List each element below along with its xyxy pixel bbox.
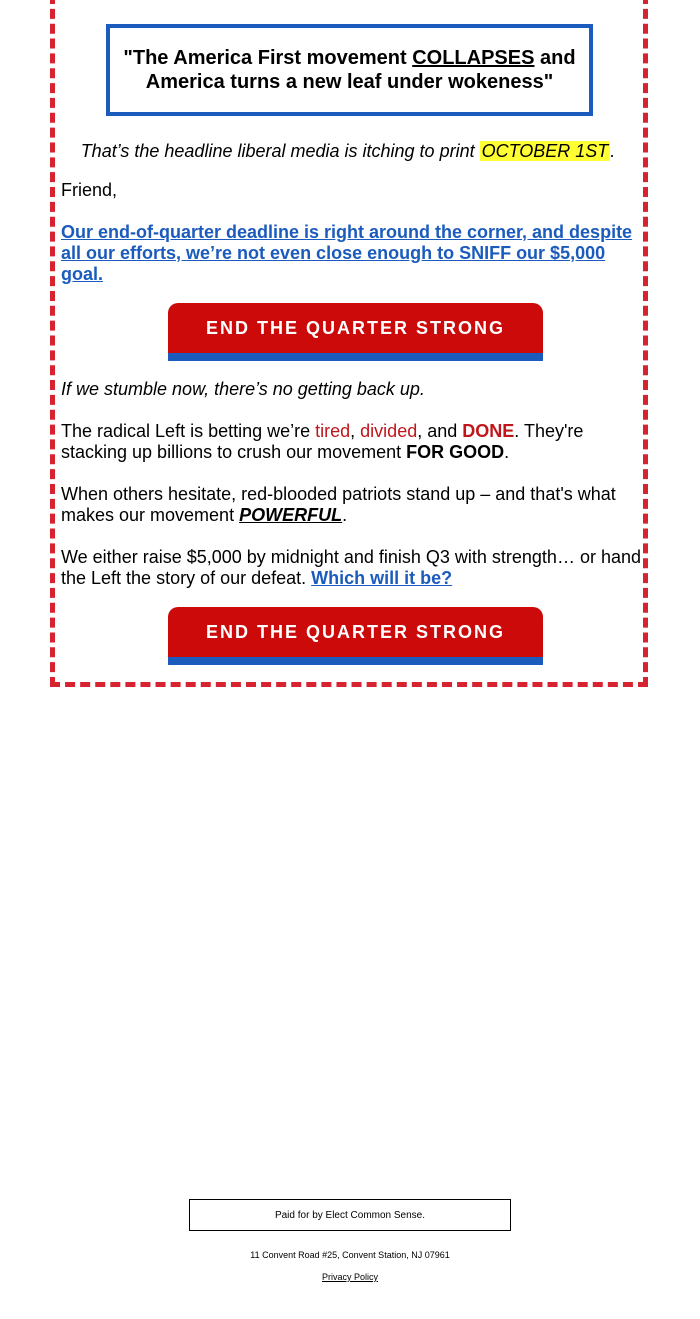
privacy-policy-link[interactable]: Privacy Policy bbox=[321, 1272, 378, 1282]
cta-button-bottom[interactable] bbox=[168, 607, 543, 665]
email-dashed-frame bbox=[50, 0, 648, 687]
powerful-emphasis: POWERFUL bbox=[239, 505, 343, 525]
which-will-it-be-link[interactable]: Which will it be? bbox=[311, 568, 453, 588]
cta-button-label: END THE QUARTER STRONG bbox=[168, 303, 543, 353]
headline-quote-box bbox=[106, 24, 593, 116]
privacy-policy bbox=[0, 1272, 700, 1282]
cta-button-underbar bbox=[168, 353, 543, 361]
patriots-paragraph: When others hesitate, red-blooded patriots stand up – and that's what makes our movement POWERFUL. bbox=[61, 484, 616, 525]
greeting: Friend, bbox=[61, 180, 118, 200]
date-highlight: OCTOBER 1ST bbox=[481, 141, 609, 161]
divided-word: divided bbox=[360, 421, 418, 441]
headline-quote: "The America First movement COLLAPSES and America turns a new leaf under wokeness" bbox=[123, 47, 576, 93]
done-word: DONE bbox=[462, 421, 515, 441]
radical-left-paragraph: The radical Left is betting we’re tired, divided, and DONE. They're stacking up billions to crush our movement FOR GOOD. bbox=[61, 421, 584, 462]
cta-button-underbar bbox=[168, 657, 543, 665]
paid-for-disclaimer: Paid for by Elect Common Sense. bbox=[189, 1199, 511, 1231]
stumble-text: If we stumble now, there’s no getting back up. bbox=[61, 379, 425, 399]
deadline-link[interactable]: Our end-of-quarter deadline is right around the corner, and despite all our efforts, we’re not even close enough to SNIFF our $5,000 goal. bbox=[61, 222, 633, 284]
collapses-emphasis: COLLAPSES bbox=[412, 47, 535, 69]
tired-word: tired bbox=[315, 421, 351, 441]
raise-paragraph: We either raise $5,000 by midnight and finish Q3 with strength… or hand the Left the story of our defeat. Which will it be? bbox=[61, 547, 641, 588]
cta-button-label: END THE QUARTER STRONG bbox=[168, 607, 543, 657]
headline-intro: That’s the headline liberal media is itching to print OCTOBER 1ST . bbox=[80, 141, 616, 161]
for-good-emphasis: FOR GOOD bbox=[406, 442, 505, 462]
mailing-address: 11 Convent Road #25, Convent Station, NJ 07961 bbox=[250, 1250, 450, 1260]
cta-button-top[interactable] bbox=[168, 303, 543, 361]
